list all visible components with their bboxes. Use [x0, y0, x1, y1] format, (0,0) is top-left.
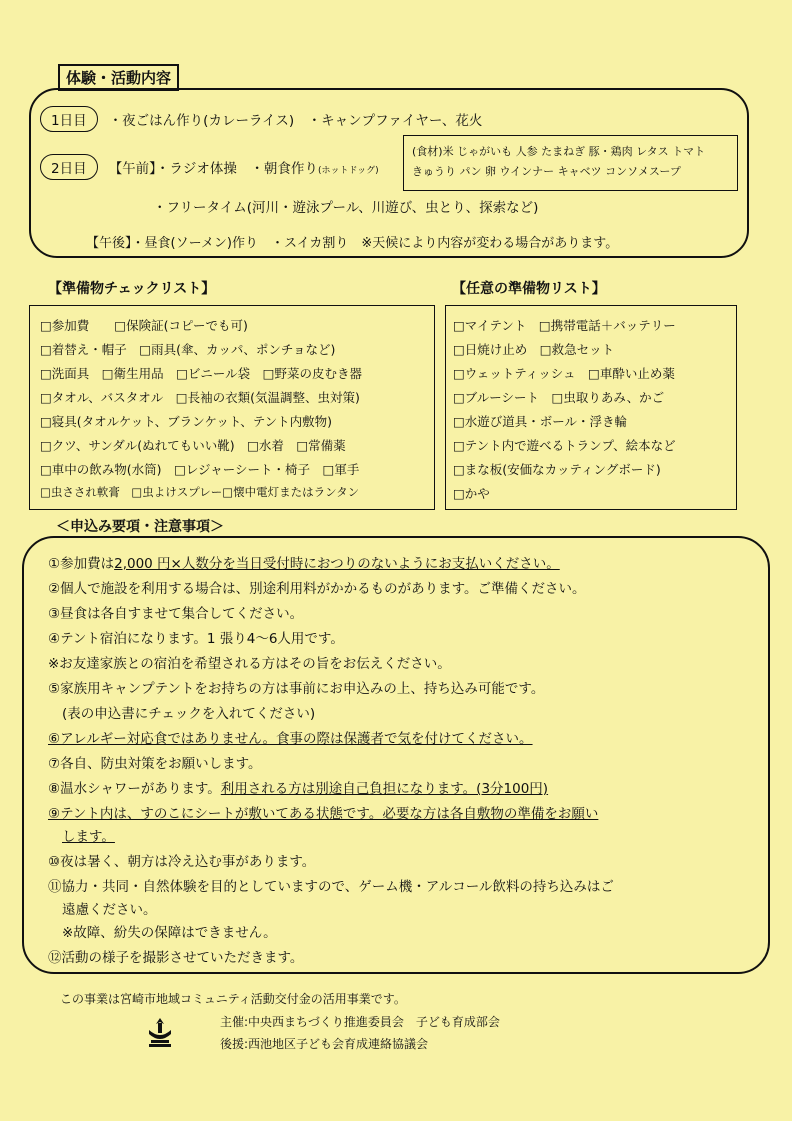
note-6: ⑥アレルギー対応食ではありません。食事の際は保護者で気を付けてください。 [48, 731, 533, 747]
day2-label: 2日目 [40, 154, 98, 180]
note-4-sub: ※お友達家族との宿泊を希望される方はその旨をお伝えください。 [48, 656, 451, 672]
note-9-cont: します。 [62, 829, 115, 845]
ingredients-line1: (食材)米 じゃがいも 人参 たまねぎ 豚・鶏肉 レタス トマト [412, 145, 706, 158]
checklist-row[interactable]: □クツ、サンダル(ぬれてもいい靴) □水着 □常備薬 [40, 438, 346, 453]
optional-row[interactable]: □水遊び道具・ボール・浮き輪 [453, 414, 628, 429]
free-time: ・フリータイム(河川・遊泳プール、川遊び、虫とり、探索など) [153, 200, 539, 216]
note-1-a: ①参加費は [48, 556, 115, 572]
optional-row[interactable]: □ウェットティッシュ □車酔い止め薬 [453, 366, 675, 381]
checklist-row[interactable]: □タオル、バスタオル □長袖の衣類(気温調整、虫対策) [40, 390, 360, 405]
note-11: ⑪協力・共同・自然体験を目的としていますので、ゲーム機・アルコール飲料の持ち込みはご [48, 879, 614, 895]
note-8-a: ⑧温水シャワーがあります。 [48, 781, 221, 797]
note-4: ④テント宿泊になります。1 張り4～6人用です。 [48, 631, 344, 647]
note-12: ⑫活動の様子を撮影させていただきます。 [48, 950, 304, 966]
note-7: ⑦各自、防虫対策をお願いします。 [48, 756, 262, 772]
footer-organizer: 主催:中央西まちづくり推進委員会 子ども育成部会 [220, 1015, 500, 1029]
municipal-emblem-icon [145, 1016, 175, 1048]
ingredients-box [403, 135, 738, 191]
optional-title: 【任意の準備物リスト】 [452, 281, 606, 297]
optional-row[interactable]: □マイテント □携帯電話＋バッテリー [453, 318, 676, 333]
note-11-cont: 遠慮ください。 [62, 902, 157, 918]
day2-morning: 【午前】・ラジオ体操 ・朝食作り [108, 161, 318, 177]
note-3: ③昼食は各自すませて集合してください。 [48, 606, 304, 622]
note-11-sub: ※故障、紛失の保障はできません。 [62, 925, 277, 941]
checklist-row[interactable]: □洗面具 □衛生用品 □ビニール袋 □野菜の皮むき器 [40, 366, 362, 381]
note-8 [48, 777, 548, 797]
checklist-title: 【準備物チェックリスト】 [48, 281, 216, 297]
note-2: ②個人で施設を利用する場合は、別途利用料がかかるものがあります。ご準備ください。 [48, 581, 586, 597]
note-1-c: を当日受付時におつりのないようにお支払いください。 [222, 556, 560, 572]
day1-text: ・夜ごはん作り(カレーライス) ・キャンプファイヤー、花火 [108, 113, 483, 129]
note-10: ⑩夜は暑く、朝方は冷え込む事があります。 [48, 854, 316, 870]
day1-label: 1日目 [40, 106, 98, 132]
day2-morning-note: (ホットドッグ) [317, 166, 379, 176]
footer-supporter: 後援:西池地区子ども会育成連絡協議会 [220, 1037, 429, 1051]
checklist-row[interactable]: □寝具(タオルケット、ブランケット、テント内敷物) [40, 414, 332, 429]
optional-row[interactable]: □テント内で遊べるトランプ、絵本など [453, 438, 676, 453]
optional-row[interactable]: □日焼け止め □救急セット [453, 342, 615, 357]
optional-row[interactable]: □かや [453, 486, 490, 501]
checklist-row[interactable]: □車中の飲み物(水筒) □レジャーシート・椅子 □軍手 [40, 462, 360, 477]
day2-row [40, 154, 379, 180]
optional-box [445, 305, 737, 510]
note-1 [48, 552, 560, 572]
checklist-row[interactable]: □虫さされ軟膏 □虫よけスプレー□懐中電灯またはランタン [40, 485, 360, 499]
checklist-row[interactable]: □参加費 □保険証(コピーでも可) [40, 318, 248, 333]
checklist-box [29, 305, 435, 510]
day1-row [40, 106, 482, 132]
optional-row[interactable]: □まな板(安価なカッティングボード) [453, 462, 661, 477]
note-9: ⑨テント内は、すのこにシートが敷いてある状態です。必要な方は各自敷物の準備をお願い [48, 806, 599, 822]
note-5-sub: (表の申込書にチェックを入れてください) [62, 706, 316, 722]
note-1-fee: 2,000 円×人数分 [114, 556, 223, 572]
footer-funding: この事業は宮崎市地域コミュニティ活動交付金の活用事業です。 [60, 992, 406, 1006]
notes-title: ＜申込み要項・注意事項＞ [56, 519, 224, 535]
activity-heading: 体験・活動内容 [58, 64, 179, 91]
ingredients-line2: きゅうり パン 卵 ウインナー キャベツ コンソメスープ [412, 165, 681, 178]
note-5: ⑤家族用キャンプテントをお持ちの方は事前にお申込みの上、持ち込み可能です。 [48, 681, 545, 697]
optional-row[interactable]: □ブルーシート □虫取りあみ、かご [453, 390, 665, 405]
afternoon: 【午後】・昼食(ソーメン)作り ・スイカ割り ※天候により内容が変わる場合があります。 [86, 236, 619, 251]
note-8-b: 利用される方は別途自己負担になります。(3分100円) [220, 781, 549, 797]
checklist-row[interactable]: □着替え・帽子 □雨具(傘、カッパ、ポンチョなど) [40, 342, 336, 357]
